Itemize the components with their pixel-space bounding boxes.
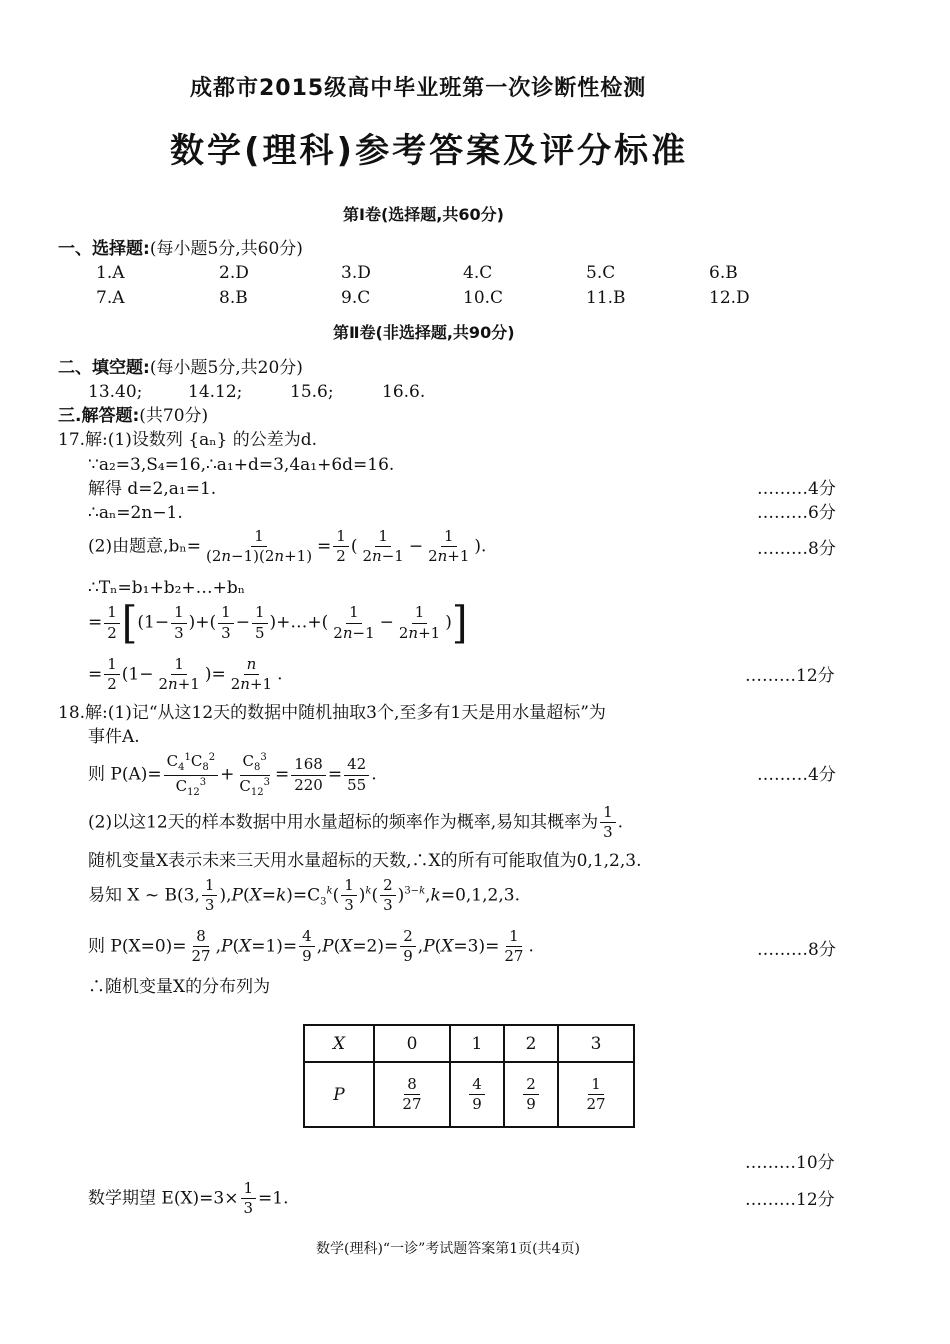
- fill-answer-16: 16.6.: [382, 382, 426, 402]
- score-mark: ………12分: [745, 666, 835, 686]
- section3-title: 三.解答题:(共70分): [58, 406, 209, 426]
- q18-line6: 易知 X ~ B(3, $\frac{1}{3}$ )$,P(X=k)=C_3^k$( $\frac{1}{3}$ )$^k$( $\frac{2}{3}$ )$^{3-k}$,k=0,1,2,3.: [88, 876, 520, 915]
- document-title: 成都市2015级高中毕业班第一次诊断性检测: [190, 76, 647, 101]
- answer-1: 1.A: [96, 263, 125, 283]
- document-subtitle: 数学(理科)参考答案及评分标准: [170, 131, 689, 171]
- q18-line8: ∴随机变量X的分布列为: [88, 977, 271, 997]
- part1-heading: 第Ⅰ卷(选择题,共60分): [343, 205, 504, 224]
- table-cell: 2: [504, 1025, 558, 1062]
- fill-answer-14: 14.12;: [188, 382, 243, 402]
- q17-line3: 解得 d=2,a₁=1.: [88, 479, 217, 499]
- answer-2: 2.D: [219, 263, 249, 283]
- table-cell: $\frac{2}{9}$: [504, 1062, 558, 1127]
- q17-line2: ∵a₂=3,S₄=16,∴a₁+d=3,4a₁+6d=16.: [88, 455, 395, 475]
- q17-line8: = $\frac{1}{2}$ (1− $\frac{1}{2n+1}$ )= $\frac{n}{2n+1}$ .: [88, 655, 283, 694]
- part2-heading: 第Ⅱ卷(非选择题,共90分): [333, 323, 515, 342]
- table-cell: 1: [450, 1025, 504, 1062]
- q17-line6: ∴Tₙ=b₁+b₂+…+bₙ: [88, 578, 246, 598]
- score-mark: ………12分: [745, 1190, 835, 1210]
- q18-line9: 数学期望 E(X)=3× $\frac{1}{3}$ =1.: [88, 1179, 289, 1218]
- answer-9: 9.C: [341, 288, 371, 308]
- answer-5: 5.C: [586, 263, 616, 283]
- score-mark: ………6分: [757, 503, 836, 523]
- fill-answer-13: 13.40;: [88, 382, 143, 402]
- score-mark: ………4分: [757, 479, 836, 499]
- answer-4: 4.C: [463, 263, 493, 283]
- table-cell: P: [304, 1062, 374, 1127]
- score-mark: ………4分: [757, 765, 836, 785]
- table-cell: $\frac{4}{9}$: [450, 1062, 504, 1127]
- q17-line5: (2)由题意,bₙ= $\frac{1}{(2n-1)(2n+1)}$ = $\frac{1}{2}$ ( $\frac{1}{2n-1}$ − $\frac{1}{2n+1}$ ).: [88, 527, 487, 566]
- answer-3: 3.D: [341, 263, 371, 283]
- table-cell: $\frac{1}{27}$: [558, 1062, 634, 1127]
- answer-6: 6.B: [709, 263, 738, 283]
- answer-8: 8.B: [219, 288, 248, 308]
- q18-line7: 则 P(X=0)= $\frac{8}{27}$ ,P(X=1)= $\frac{4}{9}$ ,P(X=2)= $\frac{2}{9}$ ,P(X=3)= $\frac{1}{27}$ .: [88, 927, 534, 966]
- section1-title: 一、选择题:(每小题5分,共60分): [58, 239, 303, 259]
- q17-line4: ∴aₙ=2n−1.: [88, 503, 183, 523]
- answer-12: 12.D: [709, 288, 750, 308]
- distribution-table: [303, 1024, 635, 1128]
- q18-line5: 随机变量X表示未来三天用水量超标的天数,∴X的所有可能取值为0,1,2,3.: [88, 851, 642, 871]
- answer-10: 10.C: [463, 288, 504, 308]
- table-row: [304, 1062, 634, 1127]
- section2-title: 二、填空题:(每小题5分,共20分): [58, 358, 303, 378]
- table-row: [304, 1025, 634, 1062]
- table-cell: $\frac{8}{27}$: [374, 1062, 450, 1127]
- answer-11: 11.B: [586, 288, 626, 308]
- q18-line4: (2)以这12天的样本数据中用水量超标的频率作为概率,易知其概率为 $\frac{1}{3}$ .: [88, 803, 624, 842]
- answer-7: 7.A: [96, 288, 125, 308]
- fill-answer-15: 15.6;: [290, 382, 334, 402]
- score-mark: ………10分: [745, 1153, 835, 1173]
- page-footer: 数学(理科)“一诊”考试题答案第1页(共4页): [316, 1241, 580, 1257]
- score-mark: ………8分: [757, 940, 836, 960]
- table-cell: X: [304, 1025, 374, 1062]
- q18-line3: 则 P(A)= $\frac{C_4^1C_8^2}{C_{12}^3}$ + $\frac{C_8^3}{C_{12}^3}$ = $\frac{168}{220}$ = $\frac{42}{55}$ .: [88, 752, 377, 798]
- score-mark: ………8分: [757, 539, 836, 559]
- table-cell: 0: [374, 1025, 450, 1062]
- q18-line1: 18.解:(1)记“从这12天的数据中随机抽取3个,至多有1天是用水量超标”为: [58, 703, 606, 723]
- q17-line1: 17.解:(1)设数列 {aₙ} 的公差为d.: [58, 430, 318, 450]
- q17-line7: = $\frac{1}{2}$ [(1− $\frac{1}{3}$ )+( $\frac{1}{3}$ − $\frac{1}{5}$ )+…+( $\frac{1}{2n-1}$ − $\frac{1}{2n+1}$ )]: [88, 597, 468, 649]
- q18-line2: 事件A.: [88, 727, 140, 747]
- table-cell: 3: [558, 1025, 634, 1062]
